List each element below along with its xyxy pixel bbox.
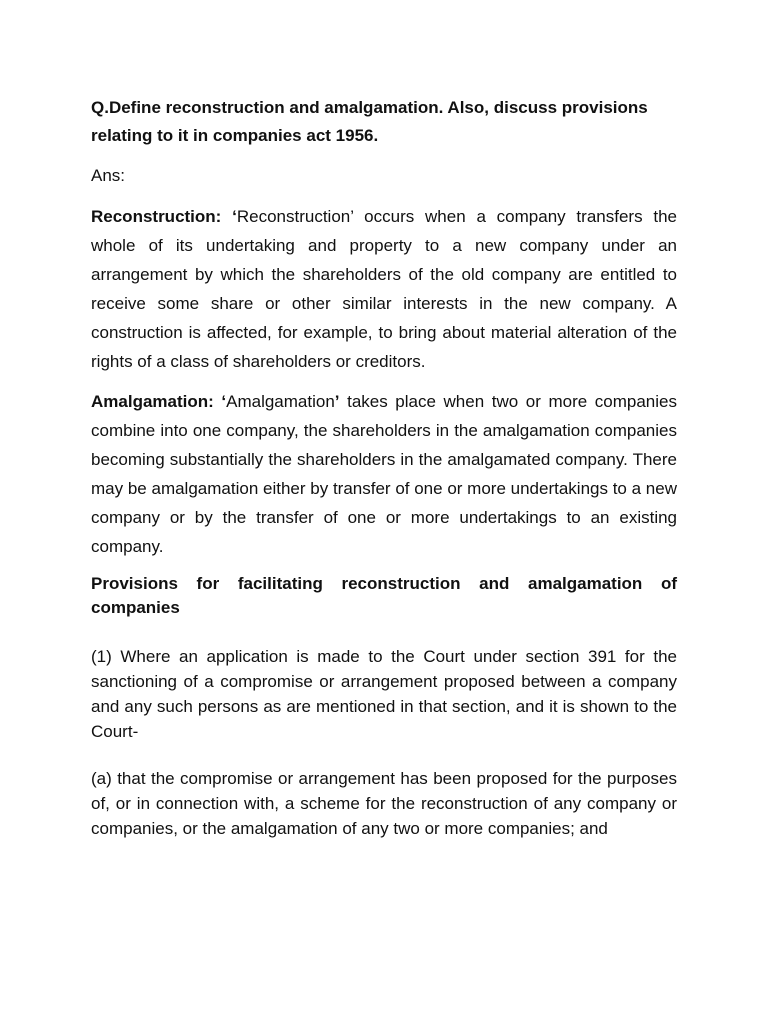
reconstruction-open-quote: ‘: [232, 207, 237, 226]
amalgamation-definition: takes place when two or more companies combine into one company, the shareholders in the amalgamation companies becoming substantially the shareholders in the amalgamated company. There may be amalgamation either by transfer of one or more undertakings to a new company or by the transfer of one or more undertakings to an existing company.: [91, 392, 677, 556]
document-page: [91, 94, 677, 863]
provisions-heading: Provisions for facilitating reconstruction and amalgamation of companies: [91, 574, 677, 617]
answer-label: Ans:: [91, 166, 126, 185]
question-heading: Q.Define reconstruction and amalgamation. Also, discuss provisions relating to it in companies act 1956.: [91, 98, 648, 145]
reconstruction-word: Reconstruction: [236, 207, 351, 226]
amalgamation-term: Amalgamation:: [91, 392, 214, 411]
amalgamation-paragraph: [91, 387, 677, 561]
reconstruction-term: Reconstruction:: [91, 207, 222, 226]
reconstruction-paragraph: [91, 202, 677, 376]
amalgamation-open-quote: ‘: [221, 392, 227, 411]
amalgamation-close-quote: ’: [334, 392, 340, 411]
clause-a: (a) that the compromise or arrangement has been proposed for the purposes of, or in connection with, a scheme for the reconstruction of any company or companies, or the amalgamation of any two or more companies; and: [91, 769, 677, 838]
reconstruction-definition: ’ occurs when a company transfers the whole of its undertaking and property to a new company under an arrangement by which the shareholders of the old company are entitled to receive some share or other similar interests in the new company. A construction is affected, for example, to bring about material alteration of the rights of a class of shareholders or creditors.: [91, 207, 677, 371]
amalgamation-word: Amalgamation: [226, 392, 335, 411]
clause-1: (1) Where an application is made to the Court under section 391 for the sanctioning of a compromise or arrangement proposed between a company and any such persons as are mentioned in that section, and it is shown to the Court-: [91, 647, 677, 741]
